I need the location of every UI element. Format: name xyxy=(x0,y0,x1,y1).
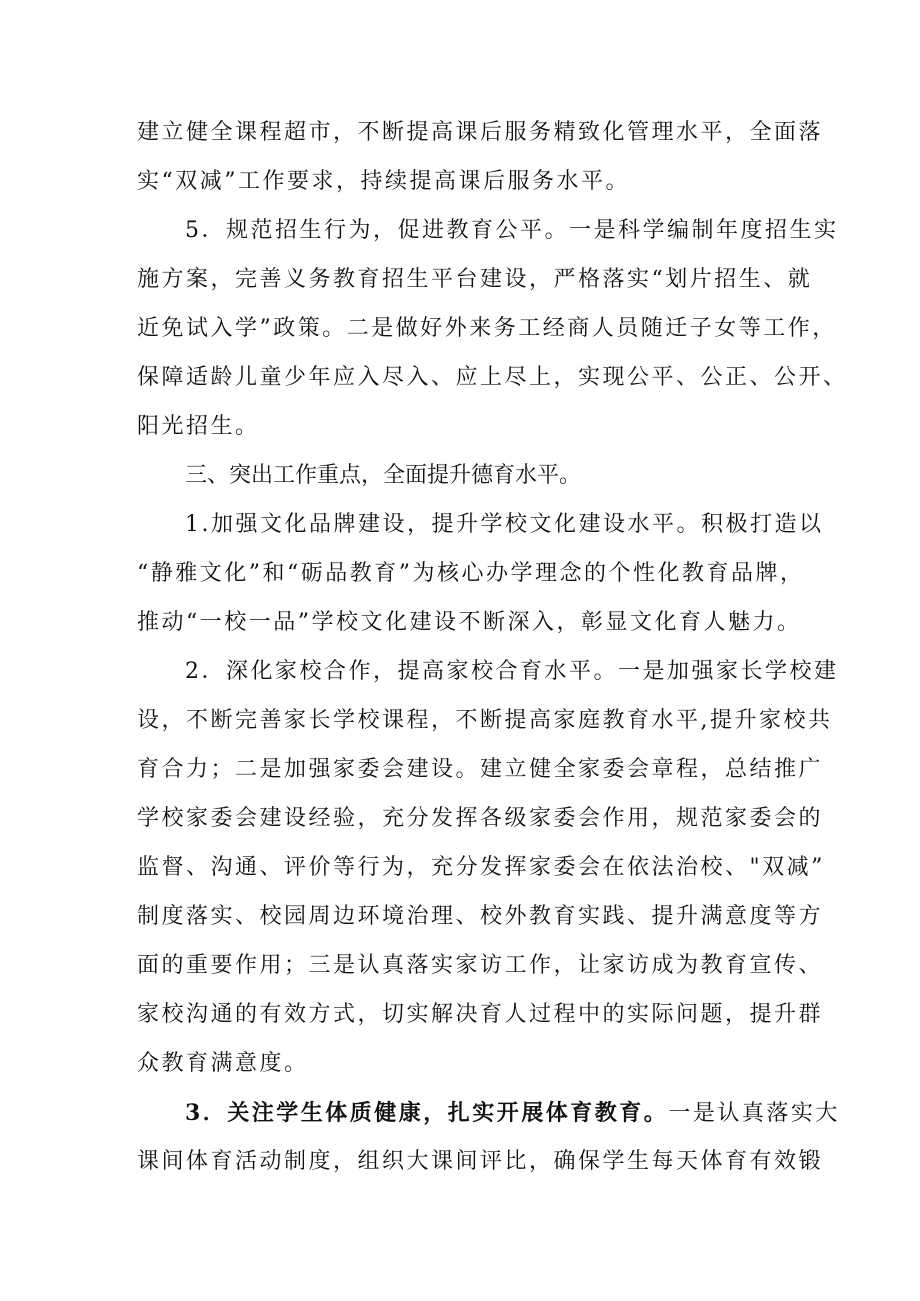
paragraph-line: 众教育满意度。 xyxy=(137,1051,309,1076)
paragraph-line: 监督、沟通、评价等行为，充分发挥家委会在依法治校、"双减” xyxy=(137,855,825,880)
paragraph-line xyxy=(185,1098,840,1128)
paragraph-line: 家校沟通的有效方式，切实解决育人过程中的实际问题，提升群 xyxy=(137,1002,824,1027)
paragraph-line: 学校家委会建设经验，充分发挥各级家委会作用，规范家委会的 xyxy=(137,806,824,831)
paragraph-line: 实“双减”工作要求，持续提高课后服务水平。 xyxy=(137,169,630,194)
item-heading: 3．关注学生体质健康，扎实开展体育教育。 xyxy=(185,1100,669,1126)
paragraph-line: 推动“一校一品”学校文化建设不断深入，彰显文化育人魅力。 xyxy=(137,610,802,635)
paragraph-line: 设，不断完善家长学校课程，不断提高家庭教育水平,提升家校共 xyxy=(137,708,833,733)
paragraph-line: 课间体育活动制度，组织大课间评比，确保学生每天体育有效锻 xyxy=(137,1149,824,1174)
paragraph-line: 1.加强文化品牌建设，提升学校文化建设水平。积极打造以 xyxy=(185,512,824,537)
paragraph-line: “静雅文化”和“砺品教育”为核心办学理念的个性化教育品牌， xyxy=(137,561,805,586)
paragraph-line: 近免试入学”政策。二是做好外来务工经商人员随迁子女等工作， xyxy=(137,316,837,341)
paragraph-line: 建立健全课程超市，不断提高课后服务精致化管理水平，全面落 xyxy=(137,120,824,145)
paragraph-line: 5．规范招生行为，促进教育公平。一是科学编制年度招生实 xyxy=(185,218,839,243)
paragraph-line: 制度落实、校园周边环境治理、校外教育实践、提升满意度等方 xyxy=(137,904,824,929)
paragraph-line: 施方案，完善义务教育招生平台建设，严格落实“划片招生、就 xyxy=(137,267,813,292)
paragraph-line: 保障适龄儿童少年应入尽入、应上尽上，实现公平、公正、公开、 xyxy=(137,365,848,390)
section-heading: 三、突出工作重点，全面提升德育水平。 xyxy=(185,463,582,488)
paragraph-line: 面的重要作用；三是认真落实家访工作，让家访成为教育宣传、 xyxy=(137,953,824,978)
paragraph-line: 育合力；二是加强家委会建设。建立健全家委会章程，总结推广 xyxy=(137,757,824,782)
item-text: 一是认真落实大 xyxy=(668,1101,840,1126)
paragraph-line: 2．深化家校合作，提高家校合育水平。一是加强家长学校建 xyxy=(185,659,839,684)
paragraph-line: 阳光招生。 xyxy=(137,414,260,439)
